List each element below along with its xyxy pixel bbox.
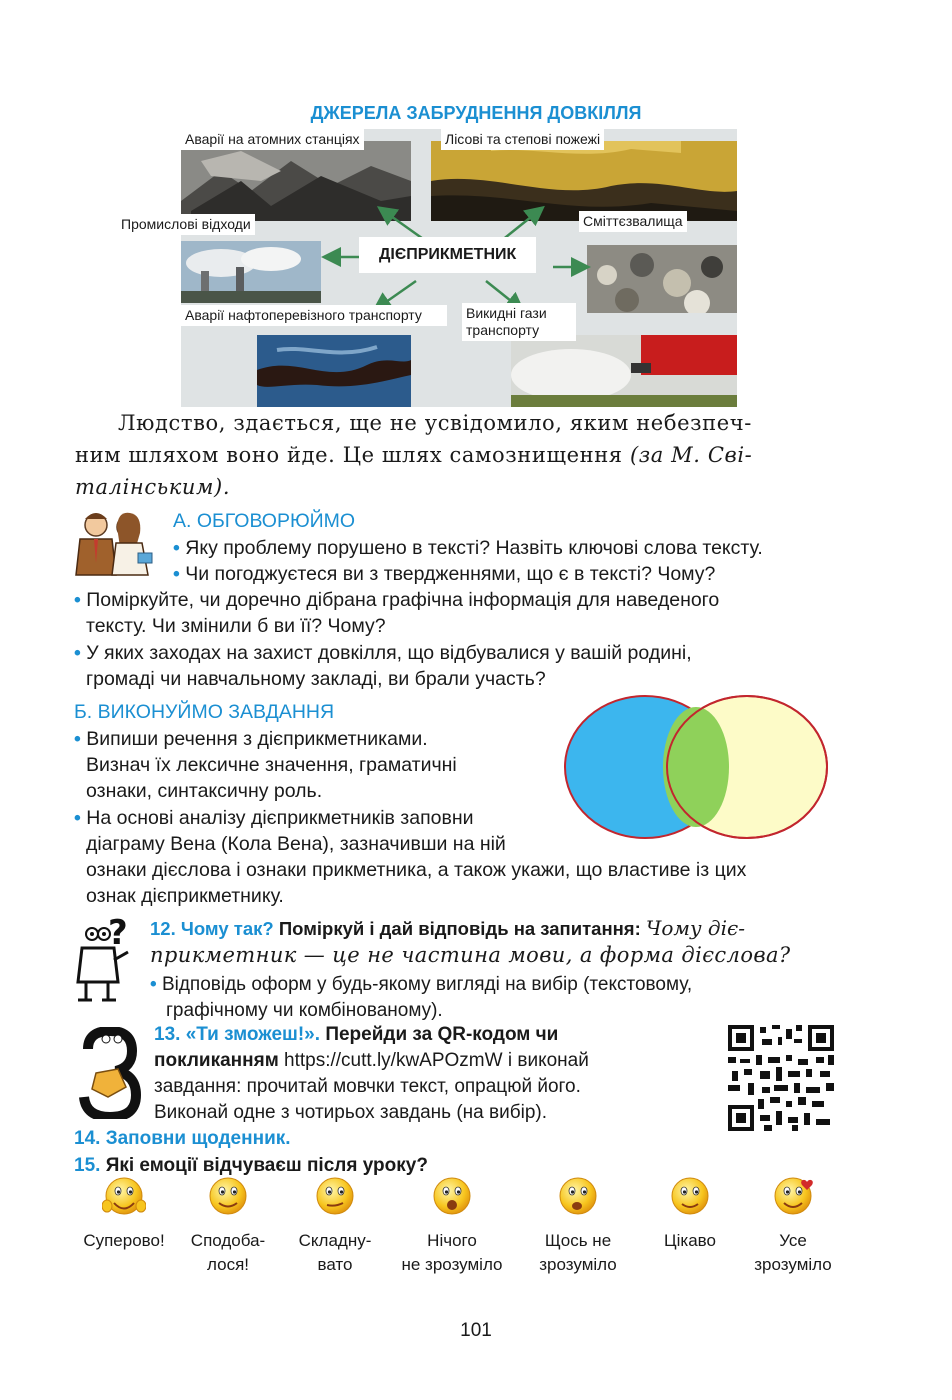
number-three-mascot-icon — [78, 1027, 142, 1119]
task-15 — [74, 1155, 428, 1177]
task-13-bold-2: покликанням — [154, 1050, 279, 1071]
emotion-label-line1: Щось не — [544, 1231, 612, 1250]
label-exhaust-line1: Викидні гази — [466, 305, 547, 321]
emotion-label-line2: зрозуміло — [754, 1255, 832, 1274]
emotion-label-line1: Суперово! — [83, 1231, 165, 1250]
emotion-option[interactable] — [723, 1176, 863, 1277]
task-13-bold-1: Перейди за QR-кодом чи — [325, 1024, 559, 1045]
task-14: 14. Заповни щоденник. — [74, 1128, 291, 1149]
task-13-line4: Виконай одне з чотирьох завдань (на вибір). — [154, 1102, 547, 1123]
label-exhaust-line2: транспорту — [466, 322, 540, 338]
center-box-participle: ДІЄПРИКМЕТНИК — [359, 237, 536, 273]
emotion-label-line1: Складну- — [298, 1231, 372, 1250]
text-line-2-main: ним шляхом воно йде. Це шлях самознищення — [75, 443, 623, 467]
emotion-label-line1: Нічого — [427, 1231, 477, 1250]
section-a-heading: А. ОБГОВОРЮЙМО — [173, 510, 356, 532]
task-1-line2: Визнач їх лексичне значення, граматичні — [86, 754, 457, 776]
task-13-link[interactable]: https://cutt.ly/kwAPOzmW — [284, 1050, 503, 1071]
label-nuclear: Аварії на атомних станціях — [181, 129, 364, 150]
emoji-face-icon — [102, 1176, 146, 1216]
task-12-note: • Відповідь оформ у будь-якому вигляді на вибір (текстовому, графічному чи комбінованому). — [150, 972, 692, 1024]
task-12-bold: Поміркуй і дай відповідь на запитання: — [278, 918, 641, 939]
question-2-text: Чи погоджуєтеся ви з твердженнями, що є в тексті? Чому? — [185, 563, 716, 585]
emotion-label-line2: зрозуміло — [539, 1255, 617, 1274]
text-line-3 — [75, 475, 230, 499]
label-oil: Аварії нафтоперевізного транспорту — [181, 305, 447, 326]
task-13-rest: і виконай — [507, 1050, 589, 1071]
emotion-label-line1: Цікаво — [664, 1231, 716, 1250]
question-4-line1: У яких заходах на захист довкілля, що відбувалися у вашій родині, — [86, 642, 692, 664]
task-2-line2: діаграму Вена (Кола Вена), зазначивши на ній — [86, 833, 506, 855]
source-part2: талінським). — [75, 475, 231, 499]
task-2: • На основі аналізу дієприкметників заповни діаграму Вена (Кола Вена), зазначивши на ній ознаки дієслова і ознаки прикметника, а також укажи, що властиве із цих ознак дієприкметнику. — [74, 807, 747, 907]
task-12-italic-2: прикметник — це не частина мови, а форма дієслова? — [150, 943, 791, 967]
question-2: • Чи погоджуєтеся ви з твердженнями, що є в тексті? Чому? — [173, 563, 716, 585]
question-3: • Поміркуйте, чи доречно дібрана графічна інформація для наведеного тексту. Чи змінили б ви її? Чому? — [74, 589, 720, 637]
label-fires: Лісові та степові пожежі — [441, 129, 604, 150]
task-12-note-line2: графічному чи комбінованому). — [166, 1000, 443, 1021]
label-landfill: Сміттєзвалища — [579, 211, 687, 232]
task-13-line3: завдання: прочитай мовчки текст, опрацюй його. — [154, 1076, 581, 1097]
emoji-face-icon — [430, 1176, 474, 1216]
label-industrial: Промислові відходи — [117, 214, 255, 235]
task-13 — [154, 1022, 589, 1126]
task-12-italic-1: Чому діє- — [645, 916, 745, 940]
text-line-2 — [75, 443, 752, 467]
section-b-heading: Б. ВИКОНУЙМО ЗАВДАННЯ — [74, 701, 335, 723]
discussing-students-icon — [68, 507, 158, 579]
emotion-label-line2: вато — [317, 1255, 353, 1274]
question-1-text: Яку проблему порушено в тексті? Назвіть ключові слова тексту. — [185, 537, 763, 559]
emoji-face-icon — [556, 1176, 600, 1216]
task-2-line3: ознаки дієслова і ознаки прикметника, а також укажи, що властиве із цих — [86, 859, 747, 881]
page-number: 101 — [460, 1320, 492, 1341]
emotion-label-line1: Сподоба- — [190, 1231, 266, 1250]
task-12-number: 12. Чому так? — [150, 918, 274, 939]
diagram-title: ДЖЕРЕЛА ЗАБРУДНЕННЯ ДОВКІЛЛЯ — [310, 103, 642, 123]
task-1: • Випиши речення з дієприкметниками. Визнач їх лексичне значення, граматичні ознаки, синтаксичну роль. — [74, 728, 457, 802]
task-1-line3: ознаки, синтаксичну роль. — [86, 780, 323, 802]
emotion-label-line2: не зрозуміло — [401, 1255, 503, 1274]
emotion-label-line1: Усе — [779, 1231, 807, 1250]
question-3-line1: Поміркуйте, чи доречно дібрана графічна інформація для наведеного — [86, 589, 720, 611]
question-3-line2: тексту. Чи змінили б ви її? Чому? — [86, 615, 386, 637]
emoji-face-icon — [771, 1176, 815, 1216]
text-line-1: Людство, здається, ще не усвідомило, яким небезпеч- — [118, 411, 752, 435]
label-exhaust — [462, 303, 576, 341]
task-2-line1: На основі аналізу дієприкметників заповни — [86, 807, 474, 829]
task-1-line1: Випиши речення з дієприкметниками. — [86, 728, 428, 750]
task-13-number: 13. «Ти зможеш!». — [154, 1024, 321, 1045]
question-man-icon — [72, 912, 134, 1004]
task-15-number: 15. — [74, 1155, 101, 1176]
pollution-sources-diagram — [181, 129, 737, 407]
emoji-face-icon — [313, 1176, 357, 1216]
qr-code-icon[interactable] — [728, 1025, 834, 1131]
emotion-label-line2: лося! — [207, 1255, 249, 1274]
question-1: • Яку проблему порушено в тексті? Назвіть ключові слова тексту. — [173, 537, 763, 559]
task-15-text: Які емоції відчуваєш після уроку? — [105, 1155, 428, 1176]
task-12-note-line1: Відповідь оформ у будь-якому вигляді на вибір (текстовому, — [161, 974, 693, 995]
venn-diagram — [563, 694, 829, 840]
emoji-face-icon — [206, 1176, 250, 1216]
emotion-option[interactable] — [382, 1176, 522, 1277]
task-12-heading — [150, 916, 745, 940]
svg-text:?: ? — [108, 913, 128, 953]
question-4: • У яких заходах на захист довкілля, що відбувалися у вашій родині, громаді чи навчальному закладі, ви брали участь? — [74, 642, 692, 690]
emoji-face-icon — [668, 1176, 712, 1216]
source-part1: (за М. Сві- — [629, 443, 753, 467]
venn-overlap — [663, 707, 729, 827]
task-2-line4: ознак дієприкметнику. — [86, 885, 284, 907]
question-4-line2: громаді чи навчальному закладі, ви брали участь? — [86, 668, 546, 690]
